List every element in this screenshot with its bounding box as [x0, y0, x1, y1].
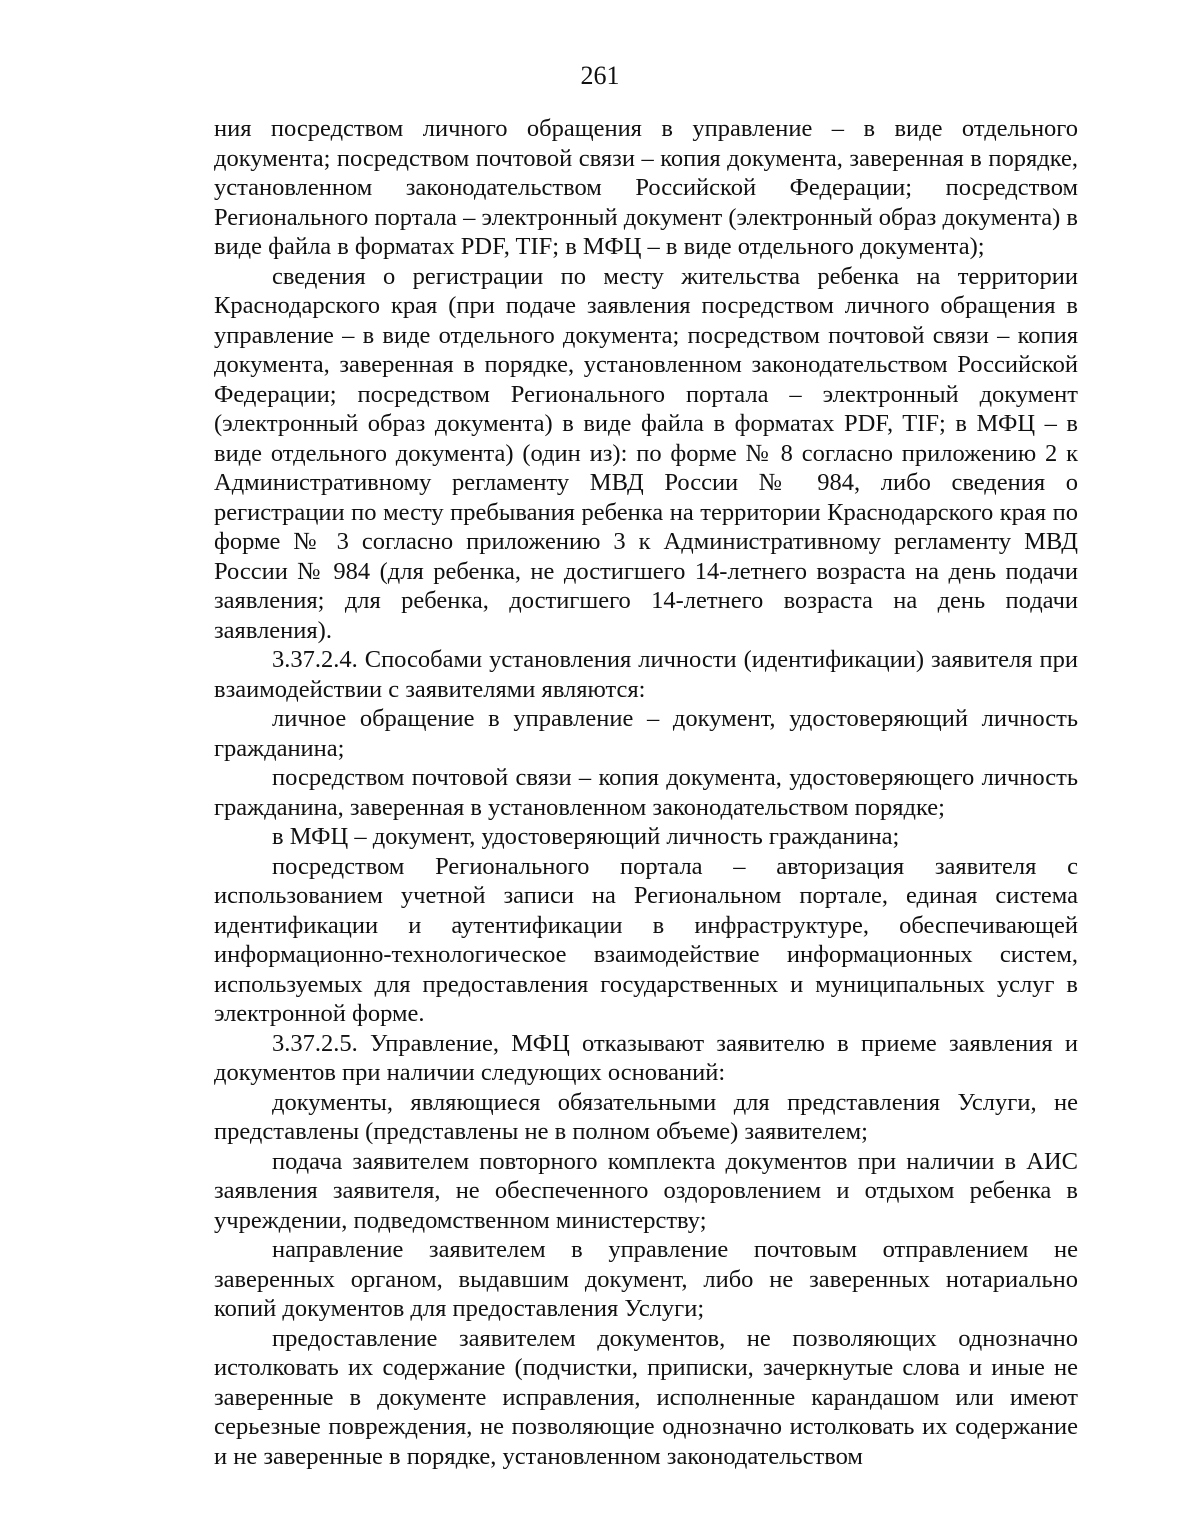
page-number: 261	[580, 61, 620, 90]
paragraph: подача заявителем повторного комплекта документов при наличии в АИС заявления заявителя, не обеспеченного оздоровлением и отдыхом ребенка в учреждении, подведомственном министерству;	[214, 1147, 1078, 1234]
paragraph: 3.37.2.4. Способами установления личности (идентификации) заявителя при взаимодействии с заявителями являются:	[214, 646, 1078, 703]
paragraph: в МФЦ – документ, удостоверяющий личность гражданина;	[272, 823, 900, 850]
document-body	[214, 114, 1078, 1471]
paragraph: личное обращение в управление – документ, удостоверяющий личность гражданина;	[214, 705, 1078, 762]
paragraph: ния посредством личного обращения в управление – в виде отдельного документа; посредством почтовой связи – копия документа, заверенная в порядке, установленном законодательством Российской Федерации; посредством Регионального портала – электронный документ (электронный образ документа) в виде файла в форматах PDF, TIF; в МФЦ – в виде отдельного документа);	[214, 115, 1078, 260]
paragraph: посредством Регионального портала – авторизация заявителя с использованием учетной записи на Региональном портале, единая система идентификации и аутентификации в инфраструктуре, обеспечивающей информационно-технологическое взаимодействие информационных систем, используемых для предоставления государственных и муниципальных услуг в электронной форме.	[214, 852, 1078, 1027]
paragraph: предоставление заявителем документов, не позволяющих однозначно истолковать их содержание (подчистки, приписки, зачеркнутые слова и иные не заверенные в документе исправления, исполненные карандашом или имеют серьезные повреждения, не позволяющие однозначно истолковать их содержание и не заверенные в порядке, установленном законодательством	[214, 1324, 1078, 1470]
paragraph: 3.37.2.5. Управление, МФЦ отказывают заявителю в приеме заявления и документов при наличии следующих оснований:	[214, 1029, 1078, 1086]
paragraph: сведения о регистрации по месту жительства ребенка на территории Краснодарского края (при подаче заявления посредством личного обращения в управление – в виде отдельного документа; посредством почтовой связи – копия документа, заверенная в порядке, установленном законодательством Российской Федерации; посредством Регионального портала – электронный документ (электронный образ документа) в виде файла в форматах PDF, TIF; в МФЦ – в виде отдельного документа) (один из): по форме № 8 согласно приложению 2 к Административному регламенту МВД России № 984, либо сведения о регистрации по месту пребывания ребенка на территории Краснодарского края по форме № 3 согласно приложению 3 к Административному регламенту МВД России № 984 (для ребенка, не достигшего 14-летнего возраста на день подачи заявления; для ребенка, достигшего 14-летнего возраста на день подачи заявления).	[214, 262, 1078, 644]
paragraph: направление заявителем в управление почтовым отправлением не заверенных органом, выдавшим документ, либо не заверенных нотариально копий документов для предоставления Услуги;	[214, 1236, 1078, 1322]
paragraph: документы, являющиеся обязательными для представления Услуги, не представлены (представлены не в полном объеме) заявителем;	[214, 1088, 1078, 1145]
paragraph: посредством почтовой связи – копия документа, удостоверяющего личность гражданина, заверенная в установленном законодательством порядке;	[214, 764, 1078, 821]
